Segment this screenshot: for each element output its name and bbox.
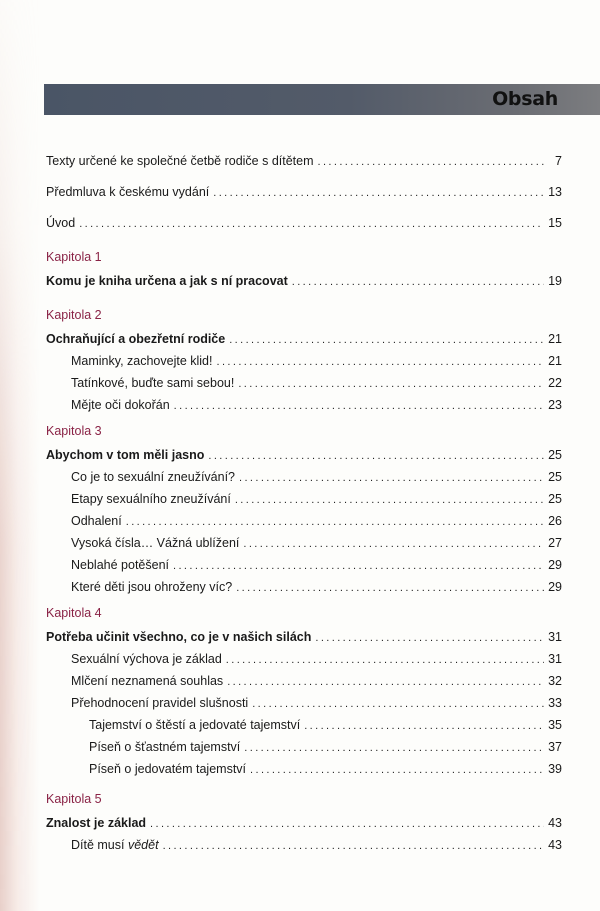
toc-entry[interactable] [46, 674, 562, 688]
toc-entry-label: Mějte oči dokořán [71, 398, 170, 412]
toc-entry-page: 21 [548, 354, 562, 368]
toc-entry-label: Předmluva k českému vydání [46, 185, 210, 199]
toc-entry[interactable] [46, 376, 562, 390]
toc-entry[interactable] [46, 558, 562, 572]
toc-entry-page: 31 [548, 652, 562, 666]
label-prefix: Dítě musí [71, 838, 128, 852]
toc-entry[interactable] [46, 514, 562, 528]
toc-entry-page: 25 [548, 470, 562, 484]
toc-entry-label: Abychom v tom měli jasno [46, 448, 205, 462]
toc-entry-page: 43 [548, 816, 562, 830]
toc-entry[interactable] [46, 470, 562, 484]
leader-dots [208, 450, 544, 462]
toc-entry-label: Etapy sexuálního zneužívání [71, 492, 231, 506]
chapter-heading: Kapitola 4 [46, 606, 102, 620]
toc-entry-page: 39 [548, 762, 562, 776]
leader-dots [174, 400, 544, 412]
chapter-heading: Kapitola 3 [46, 424, 102, 438]
leader-dots [244, 742, 544, 754]
leader-dots [235, 494, 544, 506]
toc-entry-page: 33 [548, 696, 562, 710]
toc-entry-page: 31 [548, 630, 562, 644]
toc-entry-label: Sexuální výchova je základ [71, 652, 222, 666]
chapter-title-entry[interactable] [46, 332, 562, 346]
toc-entry-page: 23 [548, 398, 562, 412]
chapter-heading: Kapitola 5 [46, 792, 102, 806]
toc-entry[interactable] [46, 536, 562, 550]
leader-dots [315, 632, 544, 644]
toc-entry-label: Znalost je základ [46, 816, 147, 830]
toc-entry-page: 32 [548, 674, 562, 688]
toc-entry-label: Které děti jsou ohroženy víc? [71, 580, 233, 594]
chapter-heading: Kapitola 1 [46, 250, 102, 264]
toc-entry-label: Texty určené ke společné četbě rodiče s dítětem [46, 154, 314, 168]
page-gutter-shadow [0, 0, 40, 911]
toc-entry-page: 25 [548, 448, 562, 462]
toc-entry-page: 27 [548, 536, 562, 550]
toc-entry-label: Maminky, zachovejte klid! [71, 354, 213, 368]
toc-entry-page: 37 [548, 740, 562, 754]
toc-entry-label: Neblahé potěšení [71, 558, 169, 572]
toc-entry[interactable] [46, 652, 562, 666]
toc-entry-label [71, 838, 159, 852]
toc-entry-label: Odhalení [71, 514, 122, 528]
toc-entry-page: 7 [555, 154, 562, 168]
toc-entry[interactable] [46, 696, 562, 710]
toc-subentry[interactable] [46, 762, 562, 776]
page-title: Obsah [492, 88, 558, 110]
toc-entry-label: Mlčení neznamená souhlas [71, 674, 224, 688]
leader-dots [238, 378, 544, 390]
toc-entry[interactable] [46, 580, 562, 594]
chapter-title-entry[interactable] [46, 448, 562, 462]
leader-dots [150, 818, 544, 830]
toc-entry-label: Tajemství o štěstí a jedovaté tajemství [89, 718, 301, 732]
toc-entry-page: 43 [548, 838, 562, 852]
toc-entry-page: 15 [548, 216, 562, 230]
leader-dots [126, 516, 544, 528]
toc-entry-page: 19 [548, 274, 562, 288]
toc-entry-page: 25 [548, 492, 562, 506]
toc-entry-label: Píseň o jedovatém tajemství [89, 762, 247, 776]
toc-entry-page: 29 [548, 580, 562, 594]
toc-entry-label: Přehodnocení pravidel slušnosti [71, 696, 249, 710]
toc-entry-label: Co je to sexuální zneužívání? [71, 470, 235, 484]
leader-dots [318, 156, 544, 168]
label-emphasis: vědět [127, 838, 159, 852]
leader-dots [252, 698, 544, 710]
chapter-title-entry[interactable] [46, 630, 562, 644]
toc-entry-label: Komu je kniha určena a jak s ní pracovat [46, 274, 288, 288]
toc-entry-label: Ochraňující a obezřetní rodiče [46, 332, 226, 346]
toc-entry-page: 13 [548, 185, 562, 199]
leader-dots [239, 472, 544, 484]
toc-entry-label: Vysoká čísla… Vážná ublížení [71, 536, 240, 550]
leader-dots [229, 334, 544, 346]
leader-dots [292, 276, 544, 288]
chapter-title-entry[interactable] [46, 816, 562, 830]
toc-entry-page: 35 [548, 718, 562, 732]
toc-entry[interactable] [46, 838, 562, 852]
leader-dots [304, 720, 544, 732]
toc-entry[interactable] [46, 354, 562, 368]
leader-dots [243, 538, 544, 550]
toc-entry-page: 21 [548, 332, 562, 346]
toc-entry-label: Úvod [46, 216, 76, 230]
header-band [44, 84, 600, 115]
toc-entry[interactable] [46, 185, 562, 199]
toc-entry[interactable] [46, 154, 562, 168]
toc-subentry[interactable] [46, 718, 562, 732]
toc-entry[interactable] [46, 398, 562, 412]
leader-dots [226, 654, 544, 666]
leader-dots [163, 840, 544, 852]
toc-entry-page: 29 [548, 558, 562, 572]
leader-dots [236, 582, 544, 594]
leader-dots [79, 218, 544, 230]
toc-entry-label: Píseň o šťastném tajemství [89, 740, 241, 754]
toc-subentry[interactable] [46, 740, 562, 754]
chapter-heading: Kapitola 2 [46, 308, 102, 322]
toc-entry-label: Tatínkové, buďte sami sebou! [71, 376, 235, 390]
chapter-title-entry[interactable] [46, 274, 562, 288]
leader-dots [217, 356, 545, 368]
toc-entry-label: Potřeba učinit všechno, co je v našich silách [46, 630, 312, 644]
toc-entry-page: 22 [548, 376, 562, 390]
toc-entry[interactable] [46, 492, 562, 506]
leader-dots [227, 676, 544, 688]
leader-dots [213, 187, 544, 199]
toc-entry-page: 26 [548, 514, 562, 528]
leader-dots [250, 764, 544, 776]
leader-dots [173, 560, 544, 572]
toc-entry[interactable] [46, 216, 562, 230]
